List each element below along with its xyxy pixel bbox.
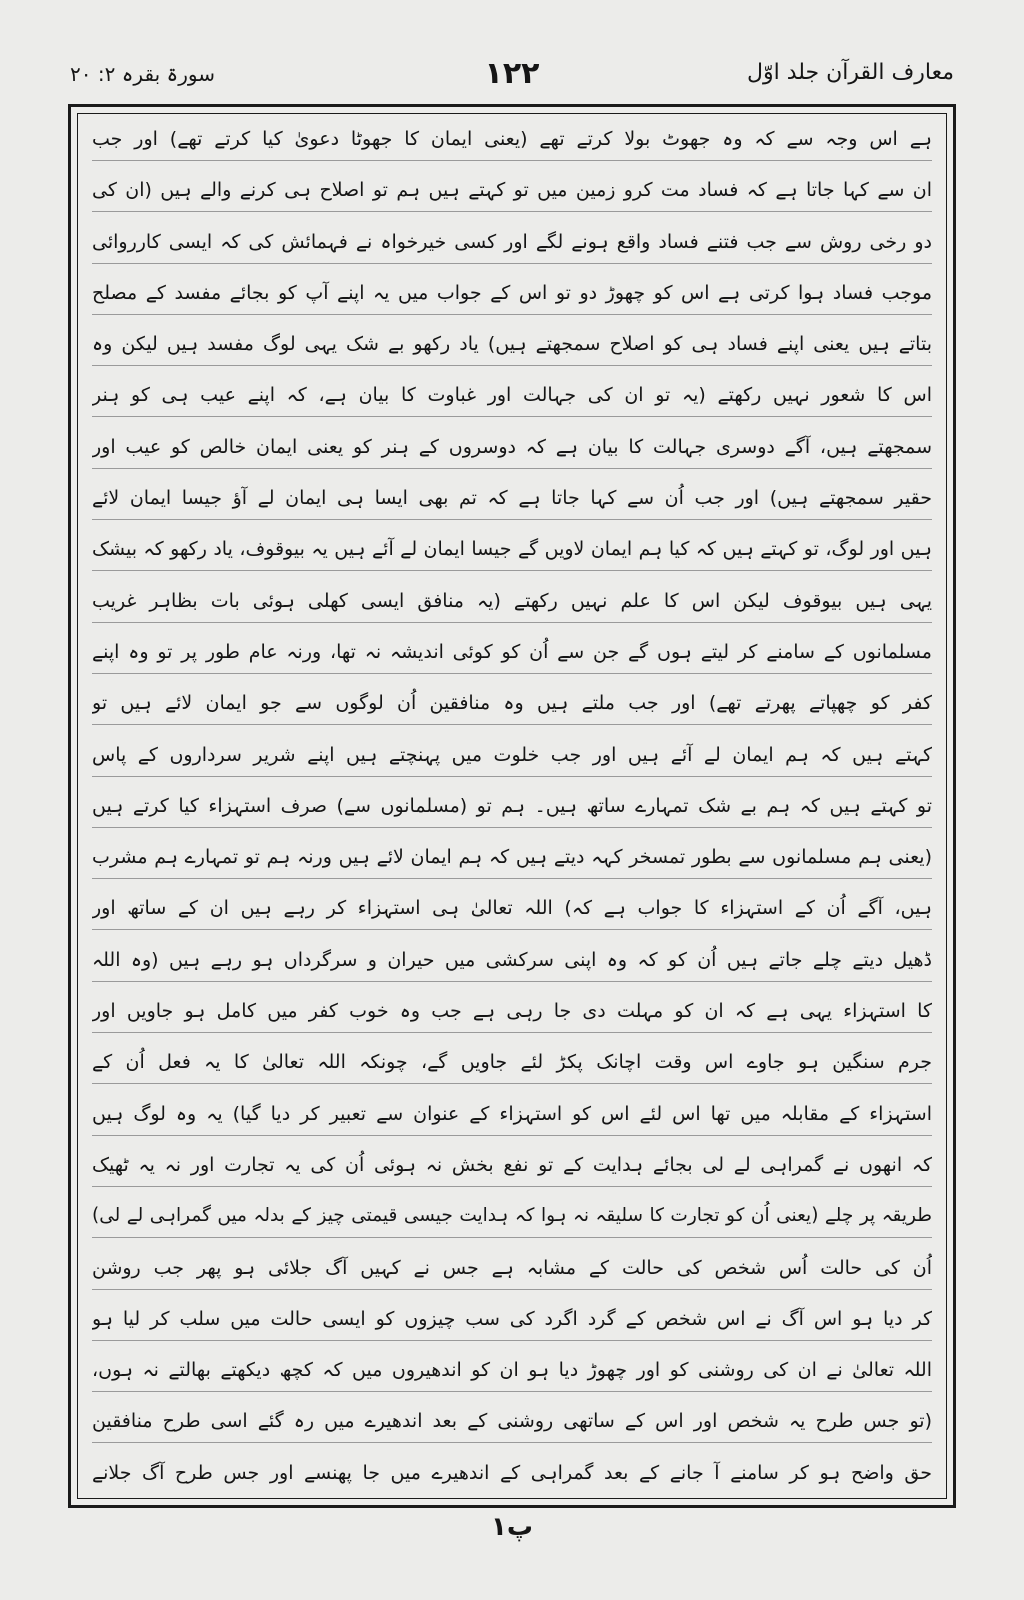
text-line: بتاتے ہیں یعنی اپنے فساد ہی کو اصلاح سمجھتے ہیں) یاد رکھو بے شک یہی لوگ مفسد ہیں لیکن وہ [92, 323, 932, 366]
text-line: (تو جس طرح یہ شخص اور اس کے ساتھی روشنی کے بعد اندھیرے میں رہ گئے اسی طرح منافقین [92, 1400, 932, 1443]
text-line: ہیں، آگے اُن کے استہزاء کا جواب ہے کہ) اللہ تعالیٰ ہی استہزاء کر رہے ہیں ان کے ساتھ اور [92, 887, 932, 930]
text-line: سمجھتے ہیں، آگے دوسری جہالت کا بیان ہے کہ دوسروں کے ہنر کو یعنی ایمان خالص کو عیب اور [92, 426, 932, 469]
footer-signature-mark: پ۱ [490, 1512, 533, 1542]
text-line: استہزاء کے مقابلہ میں تھا اس لئے اس کو استہزاء کے عنوان سے تعبیر کر دیا گیا) یہ وہ لوگ ہیں [92, 1093, 932, 1136]
text-line: کفر کو چھپاتے پھرتے تھے) اور جب ملتے ہیں وہ منافقین اُن لوگوں سے جو ایمان لائے ہیں تو [92, 682, 932, 725]
page-number: ۱۲۲ [484, 56, 540, 91]
text-line: اللہ تعالیٰ نے ان کی روشنی کو اور چھوڑ دیا ہو ان کو اندھیروں میں کہ کچھ دیکھتے بھالتے نہ ہوں، [92, 1349, 932, 1392]
text-line: مسلمانوں کے سامنے کر لیتے ہوں گے جن سے اُن کو کوئی اندیشہ نہ تھا، ورنہ عام طور پر تو وہ اپنے [92, 631, 932, 674]
text-line: جرم سنگین ہو جاوے اس وقت اچانک پکڑ لئے جاویں گے، چونکہ اللہ تعالیٰ کا یہ فعل اُن کے [92, 1041, 932, 1084]
text-line: طریقہ پر چلے (یعنی اُن کو تجارت کا سلیقہ نہ ہوا کہ ہدایت جیسی قیمتی چیز کے بدلہ میں گمراہی لے لی) [92, 1195, 932, 1238]
text-line: تو کہتے ہیں کہ ہم بے شک تمہارے ساتھ ہیں۔ ہم تو (مسلمانوں سے) صرف استہزاء کیا کرتے ہیں [92, 785, 932, 828]
text-line: ہیں اور لوگ، تو کہتے ہیں کہ کیا ہم ایمان لاویں گے جیسا ایمان لے آئے ہیں یہ بیوقوف، یاد رکھو کہ بیشک [92, 528, 932, 571]
text-line: یہی ہیں بیوقوف لیکن اس کا علم نہیں رکھتے (یہ منافق ایسی کھلی ہوئی بات بظاہر غریب [92, 580, 932, 623]
text-line: (یعنی ہم مسلمانوں سے بطور تمسخر کہہ دیتے ہیں کہ ہم ایمان لائے ہیں ورنہ ہم تو تمہارے ہم مشرب [92, 836, 932, 879]
text-line: اُن کی حالت اُس شخص کی حالت کے مشابہ ہے جس نے کہیں آگ جلائی ہو پھر جب روشن [92, 1247, 932, 1290]
page-header [70, 56, 954, 100]
book-title: معارف القرآن جلد اوّل [746, 60, 954, 85]
text-line: ان سے کہا جاتا ہے کہ فساد مت کرو زمین میں تو کہتے ہیں ہم تو اصلاح ہی کرنے والے ہیں (ان کی [92, 169, 932, 212]
text-line: ہے اس وجہ سے کہ وہ جھوٹ بولا کرتے تھے (یعنی ایمان کا جھوٹا دعویٰ کیا کرتے تھے) اور جب [92, 118, 932, 161]
text-line: کر دیا ہو اس آگ نے اس شخص کے گرد اگرد کی سب چیزوں کو ایسی حالت میں سلب کر لیا ہو [92, 1298, 932, 1341]
text-line: موجب فساد ہوا کرتی ہے اس کو چھوڑ دو تو اس کے جواب میں یہ اپنے آپ کو بجائے مفسد کے مصلح [92, 272, 932, 315]
text-line: حق واضح ہو کر سامنے آ جانے کے بعد گمراہی کے اندھیرے میں جا پھنسے اور جس طرح آگ جلانے [92, 1461, 932, 1484]
text-line: کہتے ہیں کہ ہم ایمان لے آئے ہیں اور جب خلوت میں پہنچتے ہیں اپنے شریر سرداروں کے پاس [92, 734, 932, 777]
text-line: اس کا شعور نہیں رکھتے (یہ تو ان کی جہالت اور غباوت کا بیان ہے، کہ اپنے عیب ہی کو ہنر [92, 374, 932, 417]
text-body [77, 113, 947, 1499]
text-line: کہ انھوں نے گمراہی لے لی بجائے ہدایت کے تو نفع بخش نہ ہوئی اُن کی یہ تجارت اور نہ یہ ٹھیک [92, 1144, 932, 1187]
text-line: ڈھیل دیتے چلے جاتے ہیں اُن کو کہ وہ اپنی سرکشی میں حیران و سرگرداں ہو رہے ہیں (وہ اللہ [92, 939, 932, 982]
surah-reference: سورۃ بقرہ ۲: ۲۰ [70, 62, 215, 86]
page-border-outer [68, 104, 956, 1508]
text-line: کا استہزاء یہی ہے کہ ان کو مہلت دی جا رہی ہے جب وہ خوب کفر میں کامل ہو جاویں اور [92, 990, 932, 1033]
text-line: دو رخی روش سے جب فتنے فساد واقع ہونے لگے اور کسی خیرخواہ نے فہمائش کی کہ ایسی کارروائی [92, 221, 932, 264]
text-line: حقیر سمجھتے ہیں) اور جب اُن سے کہا جاتا ہے کہ تم بھی ایسا ہی ایمان لے آؤ جیسا ایمان لائے [92, 477, 932, 520]
